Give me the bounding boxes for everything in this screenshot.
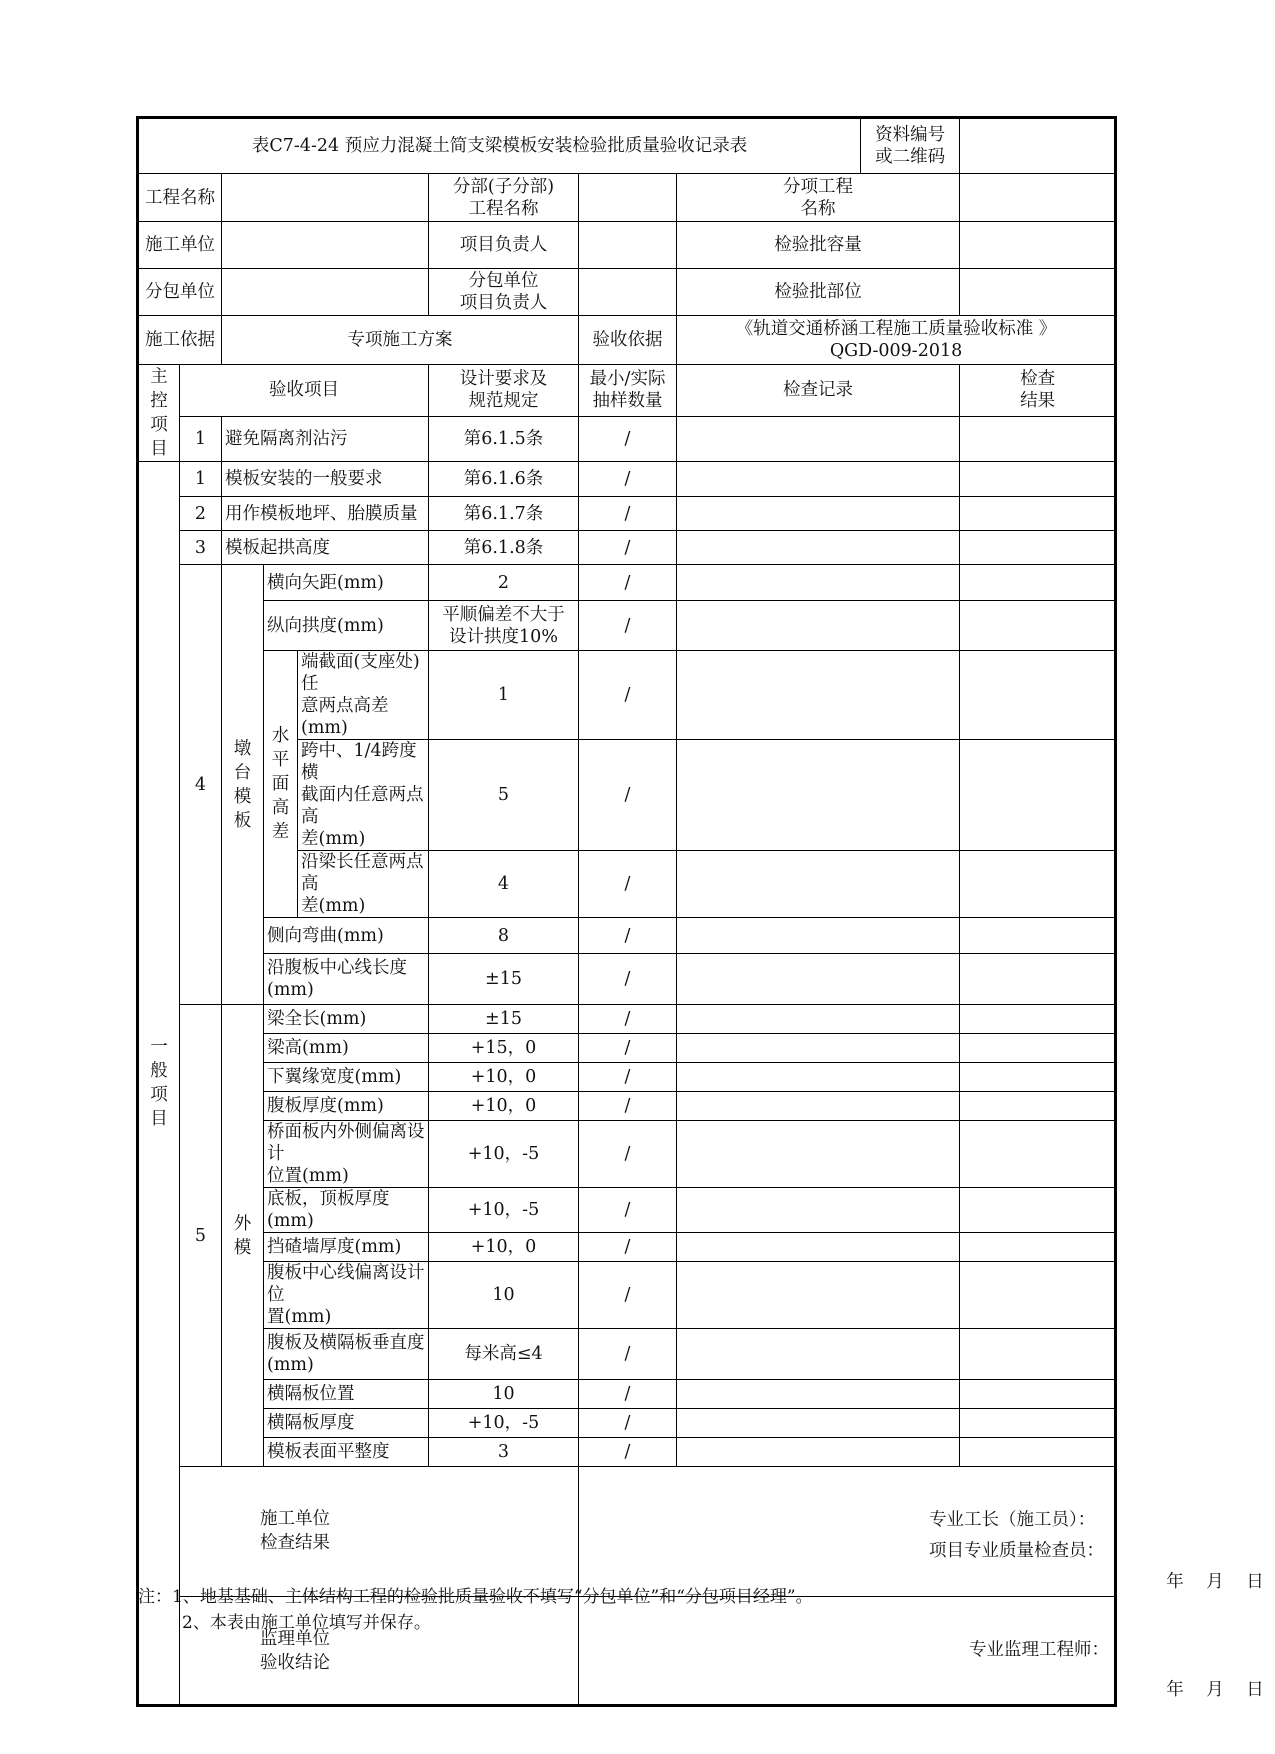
- item-number: 3: [180, 531, 222, 565]
- item-name: 梁高(mm): [264, 1034, 429, 1063]
- item-name: 桥面板内外侧偏离设计 位置(mm): [264, 1121, 429, 1188]
- item-project-label: 分项工程 名称: [677, 174, 960, 222]
- check-record-field[interactable]: [677, 601, 960, 651]
- item-name: 横隔板位置: [264, 1380, 429, 1409]
- item-name: 横向矢距(mm): [264, 565, 429, 601]
- batch-capacity-field[interactable]: [960, 222, 1116, 269]
- item-number: 5: [180, 1005, 222, 1467]
- month-label: 月: [1206, 1572, 1224, 1592]
- month-label: 月: [1206, 1680, 1224, 1700]
- check-result-field[interactable]: [960, 1188, 1116, 1233]
- sample-count: /: [579, 740, 677, 851]
- sample-count: /: [579, 1262, 677, 1329]
- acceptance-basis-value: 《轨道交通桥涵工程施工质量验收标准 》 QGD-009-2018: [677, 316, 1116, 365]
- design-requirement: +10，-5: [429, 1409, 579, 1438]
- check-result-field[interactable]: [960, 1262, 1116, 1329]
- sub-project-label: 分部(子分部) 工程名称: [429, 174, 579, 222]
- sample-count: /: [579, 1005, 677, 1034]
- item-header: 验收项目: [180, 365, 429, 417]
- item-number: 1: [180, 416, 222, 461]
- check-record-field[interactable]: [677, 1063, 960, 1092]
- item-name: 下翼缘宽度(mm): [264, 1063, 429, 1092]
- item-name: 用作模板地坪、胎膜质量: [222, 497, 429, 531]
- day-label: 日: [1246, 1680, 1264, 1700]
- check-result-field[interactable]: [960, 954, 1116, 1005]
- design-requirement: 10: [429, 1380, 579, 1409]
- sample-count: /: [579, 1329, 677, 1380]
- design-requirement: +10，-5: [429, 1188, 579, 1233]
- item-name: 梁全长(mm): [264, 1005, 429, 1034]
- subcontractor-field[interactable]: [222, 269, 429, 316]
- check-result-field[interactable]: [960, 565, 1116, 601]
- basis-value: 专项施工方案: [222, 316, 579, 365]
- supervisor-result-label: 监理单位 验收结论: [260, 1629, 330, 1673]
- check-record-field[interactable]: [677, 1233, 960, 1262]
- check-record-field[interactable]: [677, 740, 960, 851]
- check-result-field[interactable]: [960, 1034, 1116, 1063]
- sample-count: /: [579, 1063, 677, 1092]
- day-label: 日: [1246, 1572, 1264, 1592]
- check-result-field[interactable]: [960, 918, 1116, 954]
- sample-count: /: [579, 851, 677, 918]
- design-requirement: +10，0: [429, 1063, 579, 1092]
- check-record-field[interactable]: [677, 651, 960, 740]
- acceptance-record-form: [136, 116, 1264, 1707]
- design-requirement: 1: [429, 651, 579, 740]
- check-result-field[interactable]: [960, 462, 1116, 497]
- check-record-field[interactable]: [677, 1380, 960, 1409]
- item-name: 端截面(支座处)任 意两点高差(mm): [298, 651, 429, 740]
- design-requirement: 第6.1.6条: [429, 462, 579, 497]
- design-requirement: 5: [429, 740, 579, 851]
- design-requirement: ±15: [429, 1005, 579, 1034]
- sample-count: /: [579, 497, 677, 531]
- signoff-contractor-cell: [180, 1467, 579, 1597]
- check-record-field[interactable]: [677, 1121, 960, 1188]
- sub-group-label: 水 平 面 高 差: [264, 651, 298, 918]
- year-label: 年: [1166, 1680, 1184, 1700]
- check-result-field[interactable]: [960, 651, 1116, 740]
- sample-count: /: [579, 651, 677, 740]
- sample-count: /: [579, 1121, 677, 1188]
- item-project-field[interactable]: [960, 174, 1116, 222]
- check-record-field[interactable]: [677, 1092, 960, 1121]
- check-record-field[interactable]: [677, 918, 960, 954]
- item-number: 1: [180, 462, 222, 497]
- item-name: 横隔板厚度: [264, 1409, 429, 1438]
- project-manager-label: 项目负责人: [429, 222, 579, 269]
- check-result-field[interactable]: [960, 1409, 1116, 1438]
- check-record-field[interactable]: [677, 565, 960, 601]
- doc-number-label: 资料编号 或二维码: [861, 118, 960, 174]
- sample-count: /: [579, 1188, 677, 1233]
- supervisor-date: [1155, 1679, 1275, 1701]
- check-record-field[interactable]: [677, 1005, 960, 1034]
- check-result-field[interactable]: [960, 1438, 1116, 1467]
- supervisor-label: 专业监理工程师：: [969, 1640, 1109, 1660]
- project-manager-field[interactable]: [579, 222, 677, 269]
- design-requirement: 每米高≤4: [429, 1329, 579, 1380]
- general-items-label: 一 般 项 目: [138, 462, 180, 1706]
- check-record-field[interactable]: [677, 954, 960, 1005]
- check-result-field[interactable]: [960, 497, 1116, 531]
- check-result-field[interactable]: [960, 740, 1116, 851]
- item-name: 侧向弯曲(mm): [264, 918, 429, 954]
- batch-location-label: 检验批部位: [677, 269, 960, 316]
- item-number: 4: [180, 565, 222, 1005]
- sub-manager-label: 分包单位 项目负责人: [429, 269, 579, 316]
- item-name: 腹板厚度(mm): [264, 1092, 429, 1121]
- design-requirement: 2: [429, 565, 579, 601]
- acceptance-basis-label: 验收依据: [579, 316, 677, 365]
- check-record-field[interactable]: [677, 1329, 960, 1380]
- form-title: 表C7-4-24 预应力混凝土简支梁模板安装检验批质量验收记录表: [138, 118, 861, 174]
- footnote-1: 注：1、地基基础、主体结构工程的检验批质量验收不填写“分包单位”和“分包项目经理”。: [138, 1587, 813, 1607]
- sample-count: /: [579, 601, 677, 651]
- check-record-field[interactable]: [677, 531, 960, 565]
- project-name-field[interactable]: [222, 174, 429, 222]
- result-header: 检查 结果: [960, 365, 1116, 417]
- contractor-result-label: 施工单位 检查结果: [260, 1509, 330, 1553]
- group-label: 墩 台 模 板: [222, 565, 264, 1005]
- basis-label: 施工依据: [138, 316, 222, 365]
- sample-count: /: [579, 416, 677, 461]
- item-name: 沿梁长任意两点高 差(mm): [298, 851, 429, 918]
- design-requirement: 第6.1.8条: [429, 531, 579, 565]
- item-name: 腹板中心线偏离设计位 置(mm): [264, 1262, 429, 1329]
- check-record-field[interactable]: [677, 1188, 960, 1233]
- signoff-contractor-field[interactable]: [579, 1467, 1264, 1597]
- doc-number-field[interactable]: [960, 118, 1116, 174]
- sample-count: /: [579, 565, 677, 601]
- sample-count: /: [579, 1380, 677, 1409]
- check-record-field[interactable]: [677, 1438, 960, 1467]
- design-requirement: ±15: [429, 954, 579, 1005]
- sub-manager-field[interactable]: [579, 269, 677, 316]
- batch-location-field[interactable]: [960, 269, 1116, 316]
- item-name: 沿腹板中心线长度 (mm): [264, 954, 429, 1005]
- check-result-field[interactable]: [960, 531, 1116, 565]
- record-header: 检查记录: [677, 365, 960, 417]
- item-name: 跨中、1/4跨度横 截面内任意两点高 差(mm): [298, 740, 429, 851]
- footnotes: [138, 1584, 813, 1636]
- item-name: 底板，顶板厚度(mm): [264, 1188, 429, 1233]
- check-result-field[interactable]: [960, 851, 1116, 918]
- sample-count: /: [579, 1233, 677, 1262]
- year-label: 年: [1166, 1572, 1184, 1592]
- item-name: 腹板及横隔板垂直度 (mm): [264, 1329, 429, 1380]
- check-result-field[interactable]: [960, 416, 1116, 461]
- design-requirement: 第6.1.5条: [429, 416, 579, 461]
- check-record-field[interactable]: [677, 462, 960, 497]
- design-requirement: 8: [429, 918, 579, 954]
- contractor-label: 施工单位: [138, 222, 222, 269]
- design-requirement: +15，0: [429, 1034, 579, 1063]
- design-requirement: 第6.1.7条: [429, 497, 579, 531]
- design-requirement: +10，0: [429, 1233, 579, 1262]
- design-requirement: +10，0: [429, 1092, 579, 1121]
- item-name: 模板起拱高度: [222, 531, 429, 565]
- sample-count: /: [579, 462, 677, 497]
- check-result-field[interactable]: [960, 1121, 1116, 1188]
- design-req-header: 设计要求及 规范规定: [429, 365, 579, 417]
- foreman-label: 专业工长（施工员）：: [929, 1510, 1096, 1530]
- item-name: 挡碴墙厚度(mm): [264, 1233, 429, 1262]
- item-name: 模板表面平整度: [264, 1438, 429, 1467]
- check-result-field[interactable]: [960, 1233, 1116, 1262]
- sample-count: /: [579, 1034, 677, 1063]
- subcontractor-label: 分包单位: [138, 269, 222, 316]
- contractor-date: [1155, 1571, 1275, 1593]
- item-name: 避免隔离剂沾污: [222, 416, 429, 461]
- sub-project-field[interactable]: [579, 174, 677, 222]
- sample-count: /: [579, 1438, 677, 1467]
- item-name: 模板安装的一般要求: [222, 462, 429, 497]
- sample-count: /: [579, 918, 677, 954]
- check-result-field[interactable]: [960, 1380, 1116, 1409]
- check-record-field[interactable]: [677, 1034, 960, 1063]
- sample-count: /: [579, 1409, 677, 1438]
- design-requirement: +10，-5: [429, 1121, 579, 1188]
- sample-count: /: [579, 1092, 677, 1121]
- check-record-field[interactable]: [677, 416, 960, 461]
- batch-capacity-label: 检验批容量: [677, 222, 960, 269]
- check-record-field[interactable]: [677, 1409, 960, 1438]
- sample-count: /: [579, 954, 677, 1005]
- item-name: 纵向拱度(mm): [264, 601, 429, 651]
- check-result-field[interactable]: [960, 1329, 1116, 1380]
- check-result-field[interactable]: [960, 1092, 1116, 1121]
- design-requirement: 4: [429, 851, 579, 918]
- check-record-field[interactable]: [677, 851, 960, 918]
- check-record-field[interactable]: [677, 1262, 960, 1329]
- project-name-label: 工程名称: [138, 174, 222, 222]
- check-result-field[interactable]: [960, 1063, 1116, 1092]
- inspector-label: 项目专业质量检查员：: [929, 1541, 1104, 1561]
- item-number: 2: [180, 497, 222, 531]
- sample-header: 最小/实际 抽样数量: [579, 365, 677, 417]
- contractor-field[interactable]: [222, 222, 429, 269]
- footnote-2: 2、本表由施工单位填写并保存。: [182, 1613, 431, 1633]
- check-result-field[interactable]: [960, 601, 1116, 651]
- main-control-label: 主 控 项 目: [138, 365, 180, 462]
- design-requirement: 平顺偏差不大于 设计拱度10%: [429, 601, 579, 651]
- group-label: 外 模: [222, 1005, 264, 1467]
- check-record-field[interactable]: [677, 497, 960, 531]
- design-requirement: 3: [429, 1438, 579, 1467]
- sample-count: /: [579, 531, 677, 565]
- check-result-field[interactable]: [960, 1005, 1116, 1034]
- design-requirement: 10: [429, 1262, 579, 1329]
